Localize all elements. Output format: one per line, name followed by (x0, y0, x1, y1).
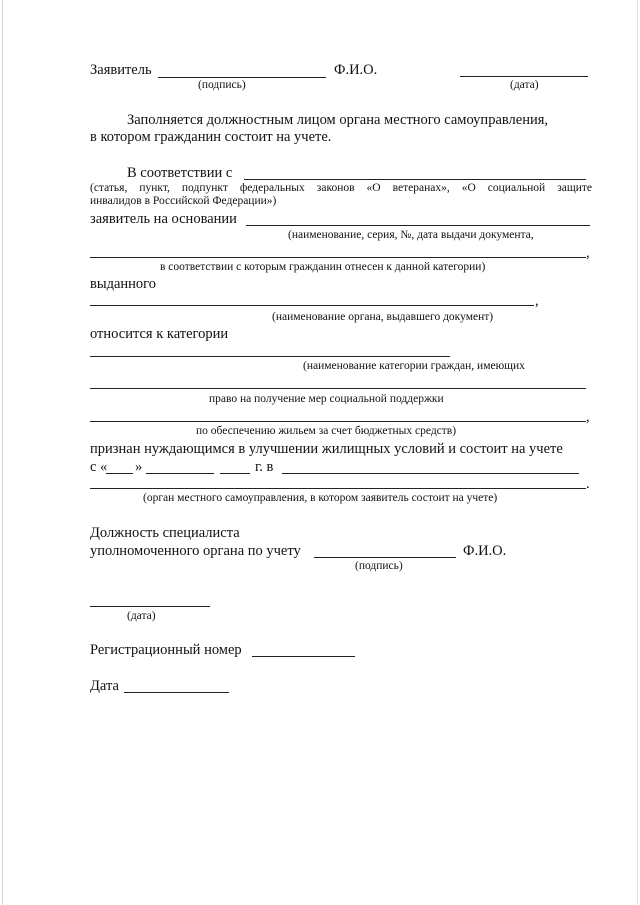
basis-label: заявитель на основании (90, 211, 237, 227)
specialist-position-line1: Должность специалиста (90, 525, 240, 541)
recognized-from-prefix: с « (90, 459, 108, 475)
issued-label: выданного (90, 276, 157, 292)
final-date-label: Дата (90, 678, 119, 694)
recognized-year-field[interactable] (220, 473, 250, 474)
basis-caption2: в соответствии с которым гражданин отнесен к данной категории) (160, 261, 486, 273)
registration-number-label: Регистрационный номер (90, 642, 242, 658)
official-note-line2: в котором гражданин состоит на учете. (90, 129, 332, 145)
recognized-day-field[interactable] (106, 473, 133, 474)
date-field-line[interactable] (90, 606, 210, 607)
category-field-line-2[interactable] (90, 388, 586, 389)
accordance-label: В соответствии с (127, 165, 233, 181)
specialist-fio-label: Ф.И.О. (463, 543, 507, 559)
category-field-line[interactable] (90, 356, 450, 357)
recognized-caption: (орган местного самоуправления, в котором заявитель состоит на учете) (143, 492, 498, 504)
recognized-body-field[interactable] (282, 473, 579, 474)
category-field-line-3[interactable] (90, 421, 586, 422)
accordance-caption-line1: (статья, пункт, подпункт федеральных законов «О ветеранах», «О социальной защите (90, 182, 592, 194)
category-caption1: (наименование категории граждан, имеющих (303, 360, 525, 372)
date-caption: (дата) (127, 610, 156, 622)
applicant-fio-label: Ф.И.О. (334, 62, 378, 78)
basis-field-line-2[interactable] (90, 257, 586, 258)
issued-comma: , (535, 293, 539, 309)
applicant-label: Заявитель (90, 62, 152, 78)
category-label: относится к категории (90, 326, 229, 342)
applicant-signature-line[interactable] (158, 77, 326, 78)
category-caption3: по обеспечению жильем за счет бюджетных средств) (196, 425, 457, 437)
specialist-position-line2: уполномоченного органа по учету (90, 543, 301, 559)
recognized-line: признан нуждающимся в улучшении жилищных условий и состоит на учете (90, 441, 563, 457)
final-date-field[interactable] (124, 692, 229, 693)
accordance-field-line[interactable] (244, 179, 586, 180)
recognized-body-field-2[interactable] (90, 488, 586, 489)
recognized-month-field[interactable] (146, 473, 214, 474)
accordance-caption-line2: инвалидов в Российской Федерации») (90, 195, 277, 207)
issued-caption: (наименование органа, выдавшего документ) (272, 311, 494, 323)
basis-comma: , (586, 245, 590, 261)
basis-field-line[interactable] (246, 225, 590, 226)
registration-number-field[interactable] (252, 656, 355, 657)
category-comma: , (586, 409, 590, 425)
category-caption2: право на получение мер социальной поддержки (209, 393, 444, 405)
applicant-date-line[interactable] (460, 76, 588, 77)
specialist-signature-caption: (подпись) (355, 560, 403, 572)
issued-field-line[interactable] (90, 305, 534, 306)
basis-caption1: (наименование, серия, №, дата выдачи документа, (288, 229, 534, 241)
official-note-line1: Заполняется должностным лицом органа местного самоуправления, (127, 112, 549, 128)
applicant-signature-caption: (подпись) (198, 79, 246, 91)
page-edge-right (637, 0, 638, 905)
recognized-quote-close: » (135, 459, 143, 475)
recognized-year-in: г. в (255, 459, 274, 475)
page-edge-left (2, 0, 3, 905)
recognized-period: . (586, 476, 590, 492)
applicant-date-caption: (дата) (510, 79, 539, 91)
specialist-signature-line[interactable] (314, 557, 456, 558)
